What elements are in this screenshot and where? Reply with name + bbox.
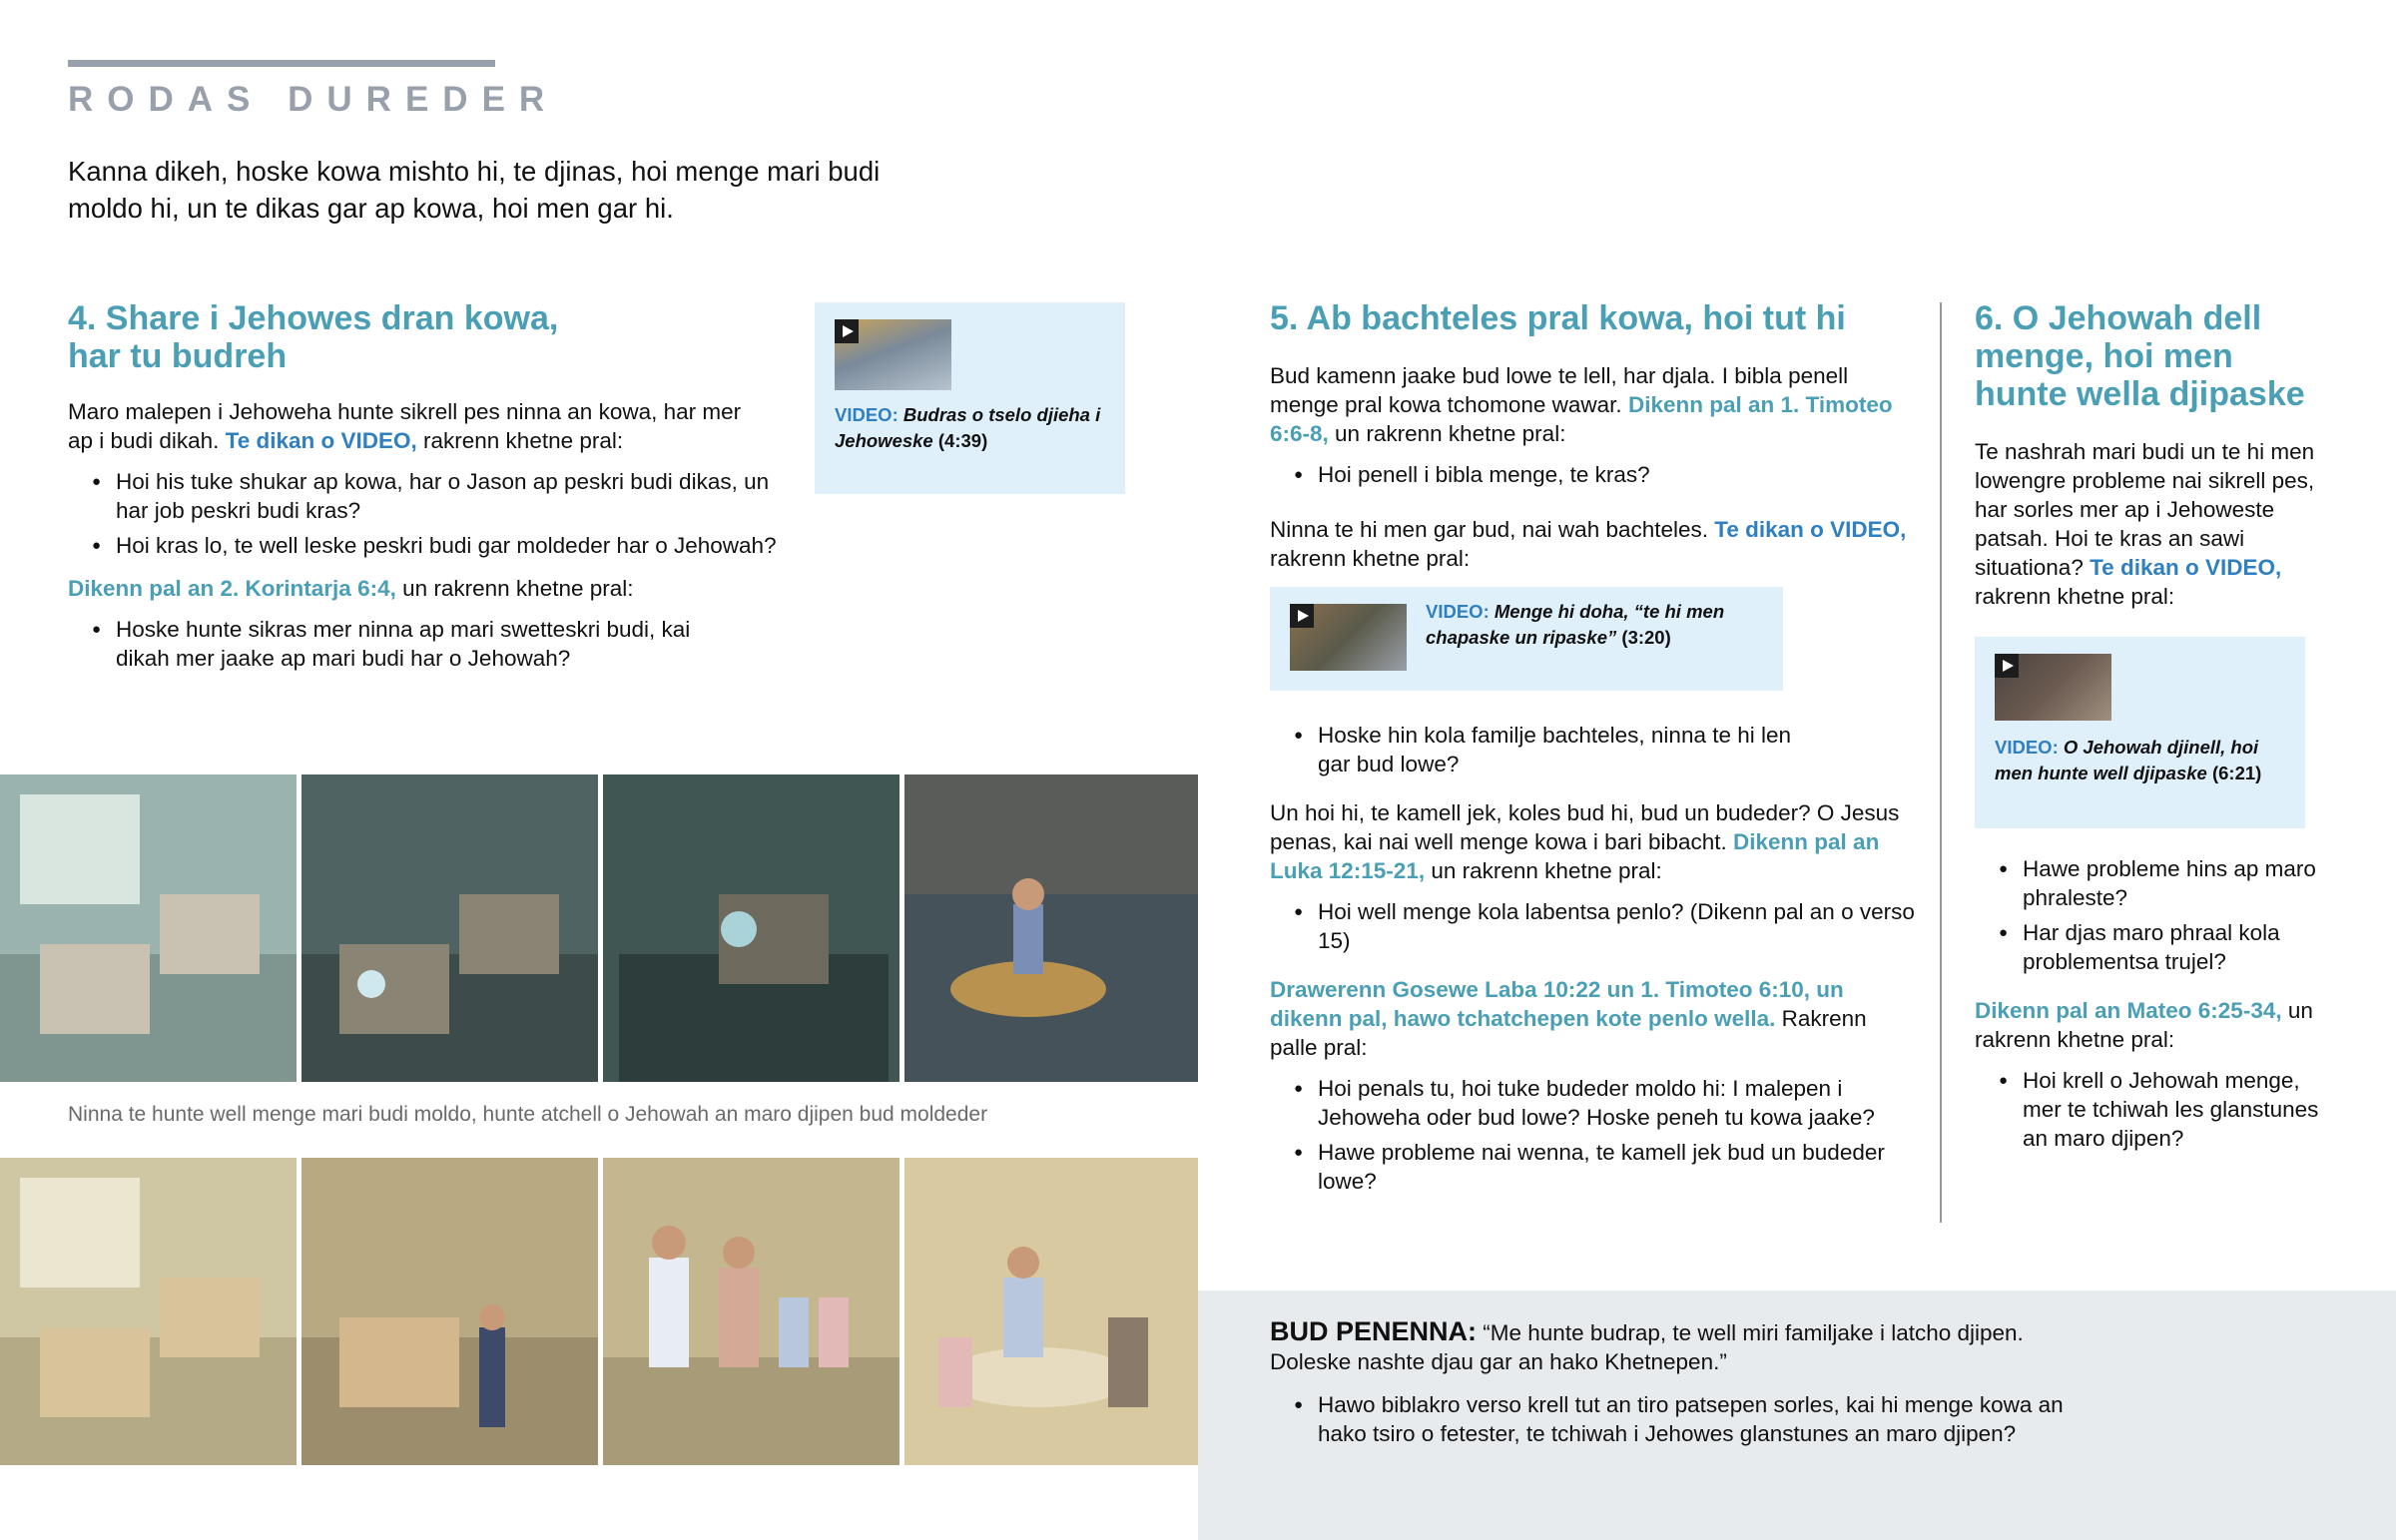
scripture-link[interactable]: Dikenn pal an 1. Timoteo 6:6-8, — [1270, 392, 1893, 446]
section-5-questions-4 — [1270, 1074, 1919, 1196]
video-link[interactable]: Te dikan o VIDEO, — [2090, 555, 2282, 580]
video-duration: (4:39) — [937, 430, 988, 451]
lesson-intro: Kanna dikeh, hoske kowa mishto hi, te djinas, hoi menge mari budi moldo hi, un te dikas gar ap kowa, hoi men gar hi. — [68, 156, 881, 224]
section-5-questions-3 — [1270, 897, 1919, 955]
illustration-row-top — [0, 774, 1198, 1082]
video-box-3[interactable]: VIDEO: O Jehowah djinell, hoi men hunte well djipaske (6:21) — [1975, 637, 2305, 828]
play-icon[interactable] — [1995, 654, 2019, 678]
play-icon[interactable] — [1290, 604, 1314, 628]
section-6 — [1975, 299, 2334, 1159]
illustration-row-bottom — [0, 1158, 1198, 1465]
list-item: ● Hoi well menge kola labentsa penlo? (Dikenn pal an o verso 15) — [1270, 897, 1919, 955]
section-5-questions-1 — [1270, 460, 1919, 489]
section-4-title: 4. Share i Jehowes dran kowa, har tu budreh — [68, 299, 559, 375]
section-6-title: 6. O Jehowah dell menge, hoi men hunte wella djipaske — [1975, 299, 2305, 413]
list-item: ● Hoske hunte sikras mer ninna ap mari swetteskri budi, kai dikah mer jaake ap mari budi har o Jehowah? — [68, 615, 707, 673]
scripture-link[interactable]: Dikenn pal an 2. Korintarja 6:4, — [68, 576, 396, 601]
video-title: Budras o tselo djieha i Jehoweske — [835, 404, 1101, 451]
list-item: ● Hawe probleme nai wenna, te kamell jek bud un budeder lowe? — [1270, 1138, 1919, 1196]
video-link[interactable]: Te dikan o VIDEO, — [225, 428, 417, 453]
lesson-kicker: RODAS DUREDER — [68, 80, 559, 119]
section-5 — [1270, 299, 1919, 1202]
summary-quote: “Me hunte budrap, te well miri familjake i latcho djipen. Doleske nashte djau gar an hako Khetnepen.” — [1270, 1320, 2024, 1374]
summary-label: BUD PENENNA: — [1270, 1316, 1478, 1346]
video-thumbnail[interactable] — [835, 319, 951, 390]
video-title: Menge hi doha, “te hi men chapaske un ripaske” — [1426, 601, 1725, 648]
list-item: ● Hawe probleme hins ap maro phraleste? — [1975, 854, 2334, 912]
video-title: O Jehowah djinell, hoi men hunte well djipaske — [1995, 737, 2259, 783]
section-4 — [68, 299, 787, 679]
section-6-para1: Te nashrah mari budi un te hi men lowengre probleme nai sikrell pes, har sorles mer ap i Jehoweste patsah. Hoi te kras an sawi situationa? Te dikan o VIDEO, rakrenn khetne pral: — [1975, 439, 2315, 609]
section-6-questions-1 — [1975, 854, 2334, 976]
section-5-questions-2 — [1270, 721, 1829, 778]
section-4-questions — [68, 467, 787, 560]
video-thumbnail[interactable] — [1290, 604, 1407, 671]
video-thumbnail[interactable] — [1995, 654, 2111, 721]
section-4-questions-2 — [68, 615, 707, 673]
list-item: ● Har djas maro phraal kola problementsa trujel? — [1975, 918, 2334, 976]
section-5-para1: Bud kamenn jaake bud lowe te lell, har djala. I bibla penell menge pral kowa tchomone wawar. Dikenn pal an 1. Timoteo 6:6-8, un rakrenn khetne pral: — [1270, 363, 1893, 446]
section-5-title: 5. Ab bachteles pral kowa, hoi tut hi — [1270, 299, 1846, 337]
column-divider — [1940, 302, 1942, 1223]
list-item: ● Hoi his tuke shukar ap kowa, har o Jason ap peskri budi dikas, un har job peskri budi kras? — [68, 467, 787, 525]
video-duration: (6:21) — [2211, 763, 2262, 783]
header-rule — [68, 60, 495, 67]
list-item: ● Hoske hin kola familje bachteles, ninna te hi len gar bud lowe? — [1270, 721, 1829, 778]
section-5-para2: Ninna te hi men gar bud, nai wah bachteles. Te dikan o VIDEO, rakrenn khetne pral: — [1270, 517, 1907, 571]
section-5-para3: Un hoi hi, te kamell jek, koles bud hi, bud un budeder? O Jesus penas, kai nai well menge kowa i bari bibacht. Dikenn pal an Luka 12:15-21, un rakrenn khetne pral: — [1270, 800, 1900, 883]
list-item: ● Hoi penals tu, hoi tuke budeder moldo hi: I malepen i Jehoweha oder bud lowe? Hoske peneh tu kowa jaake? — [1270, 1074, 1919, 1132]
summary-box — [1198, 1290, 2396, 1540]
scripture-link[interactable]: Dikenn pal an Luka 12:15-21, — [1270, 829, 1880, 883]
list-item: ● Hawo biblakro verso krell tut an tiro patsepen sorles, kai hi menge kowa an hako tsiro o fetester, te tchiwah i Jehowes glanstunes an maro djipen? — [1270, 1390, 2089, 1448]
scripture-link[interactable]: Dikenn pal an Mateo 6:25-34, — [1975, 998, 2282, 1023]
video-box-1[interactable]: VIDEO: Budras o tselo djieha i Jehoweske (4:39) — [815, 302, 1125, 494]
summary-questions — [1270, 1390, 2089, 1454]
scripture-link[interactable]: Drawerenn Gosewe Laba 10:22 un 1. Timoteo 6:10, un dikenn pal, hawo tchatchepen kote penlo wella. — [1270, 977, 1844, 1031]
video-box-2[interactable]: VIDEO: Menge hi doha, “te hi men chapaske un ripaske” (3:20) — [1270, 587, 1783, 691]
video-duration: (3:20) — [1621, 627, 1671, 648]
illustration-caption: Ninna te hunte well menge mari budi moldo, hunte atchell o Jehowah an maro djipen bud moldeder — [68, 1103, 988, 1126]
section-6-questions-2 — [1975, 1066, 2334, 1153]
section-6-ref: Dikenn pal an Mateo 6:25-34, un rakrenn khetne pral: — [1975, 998, 2313, 1052]
list-item: ● Hoi krell o Jehowah menge, mer te tchiwah les glanstunes an maro djipen? — [1975, 1066, 2334, 1153]
family-meal-scene — [904, 1158, 1198, 1465]
list-item: ● Hoi penell i bibla menge, te kras? — [1270, 460, 1919, 489]
section-4-ref: Dikenn pal an 2. Korintarja 6:4, un rakrenn khetne pral: — [68, 576, 634, 601]
list-item: ● Hoi kras lo, te well leske peskri budi gar moldeder har o Jehowah? — [68, 531, 787, 560]
play-icon[interactable] — [835, 319, 859, 343]
section-5-para4: Drawerenn Gosewe Laba 10:22 un 1. Timoteo 6:10, un dikenn pal, hawo tchatchepen kote penlo wella. Rakrenn palle pral: — [1270, 977, 1867, 1060]
section-4-para1: Maro malepen i Jehoweha hunte sikrell pes ninna an kowa, har mer ap i budi dikah. Te dikan o VIDEO, rakrenn khetne pral: — [68, 399, 742, 453]
video-link[interactable]: Te dikan o VIDEO, — [1714, 517, 1907, 542]
